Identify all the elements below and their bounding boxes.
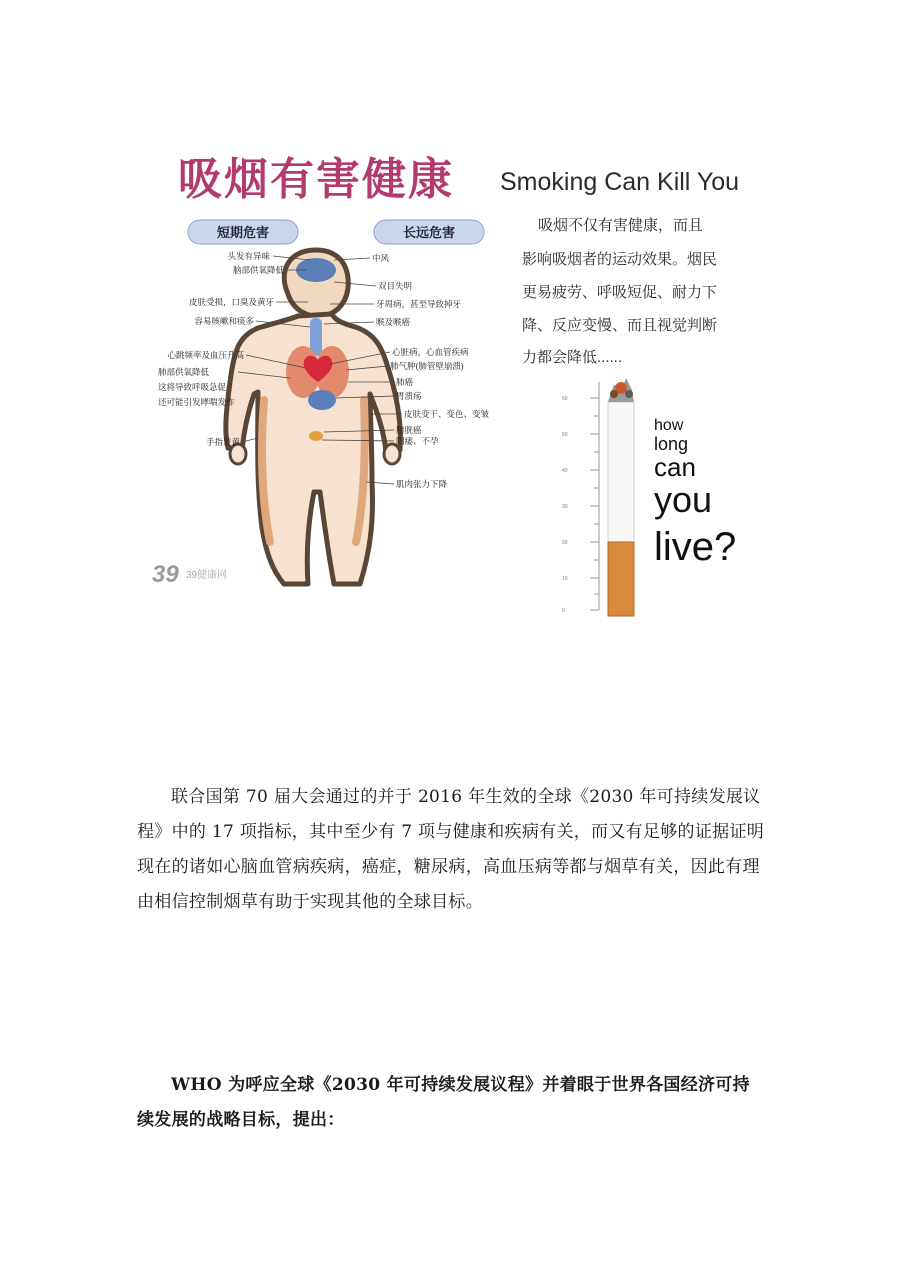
- short-term-item: 还可能引发哮喘发作: [158, 397, 235, 407]
- watermark-logo: [152, 561, 227, 588]
- anti-smoking-poster: [138, 132, 778, 630]
- long-term-item: 中风: [372, 253, 390, 263]
- svg-text:live?: live?: [654, 525, 737, 569]
- long-term-item: 心脏病，心血管疾病: [392, 347, 469, 357]
- short-term-item: 头发有异味: [227, 251, 270, 261]
- svg-text:how: how: [654, 417, 684, 434]
- short-term-item: 心跳频率及血压升高: [167, 350, 244, 360]
- how-long-question: [654, 417, 736, 569]
- bladder-icon: [309, 431, 323, 441]
- long-term-item: 牙周病，甚至导致掉牙: [376, 299, 462, 309]
- long-term-item: 皮肤变干、变色、变皱: [404, 409, 490, 419]
- short-term-item: 手指发黄: [205, 437, 240, 447]
- svg-text:39: 39: [152, 561, 179, 588]
- watermark-text: 39健康网: [186, 570, 228, 581]
- long-term-item: 双目失明: [378, 281, 413, 291]
- scale-tick-label: 20: [562, 540, 568, 546]
- scale-tick-label: 60: [562, 396, 568, 402]
- poster-description: [522, 216, 717, 366]
- svg-text:you: you: [654, 479, 713, 520]
- long-term-item: 肺气肿(肺管壁崩溃): [390, 361, 464, 371]
- short-term-item: 这将导致呼吸急促: [158, 382, 227, 392]
- long-term-item: 喉及喉癌: [376, 317, 411, 327]
- cigarette-scale: [562, 382, 599, 614]
- description-line: 更易疲劳、呼吸短促、耐力下: [522, 284, 718, 301]
- long-term-item: 阳痿、不孕: [396, 436, 439, 446]
- svg-text:can: can: [654, 452, 696, 482]
- scale-tick-label: 10: [562, 576, 568, 582]
- poster-title-cn: 吸烟有害健康: [178, 155, 454, 204]
- cigarette-icon: [608, 378, 634, 616]
- long-term-label: 长远危害: [402, 225, 456, 240]
- description-line: 吸烟不仅有害健康，而且: [538, 217, 704, 234]
- stomach-icon: [308, 390, 336, 410]
- long-term-item: 肺癌: [396, 377, 414, 387]
- poster-title-en: Smoking Can Kill You: [500, 168, 740, 196]
- description-line: 降、反应变慢、而且视觉判断: [522, 317, 718, 334]
- paragraph-who-response: WHO 为呼应全球《2030 年可持续发展议程》并着眼于世界各国经济可持续发展的战略目标，提出：: [137, 1075, 750, 1130]
- description-line: 力都会降低......: [522, 349, 623, 366]
- paragraph-un-agenda: 联合国第 70 届大会通过的并于 2016 年生效的全球《2030 年可持续发展议程》中的 17 项指标，其中至少有 7 项与健康和疾病有关，而又有足够的证据证明现在的诸如心脑血管病疾病，癌症，糖尿病，高血压病等都与烟草有关，因此有理由相信控制烟草有助于实现其他的全球目标。: [137, 787, 765, 912]
- description-line: 影响吸烟者的运动效果。烟民: [522, 251, 718, 268]
- long-term-item: 胃溃疡: [396, 391, 422, 401]
- scale-tick-label: 0: [562, 608, 565, 614]
- scale-tick-label: 30: [562, 504, 568, 510]
- short-term-item: 肺部供氧降低: [158, 367, 210, 377]
- scale-tick-label: 40: [562, 468, 568, 474]
- short-term-label: 短期危害: [216, 225, 270, 240]
- svg-text:long: long: [654, 434, 689, 454]
- short-term-item: 皮肤受损，口臭及黄牙: [188, 297, 274, 307]
- short-term-item: 容易咳嗽和痰多: [194, 316, 254, 326]
- scale-tick-label: 50: [562, 432, 568, 438]
- long-term-item: 膀胱癌: [396, 425, 422, 435]
- short-term-item: 脑部供氧降低: [232, 265, 284, 275]
- long-term-item: 肌肉张力下降: [396, 479, 448, 489]
